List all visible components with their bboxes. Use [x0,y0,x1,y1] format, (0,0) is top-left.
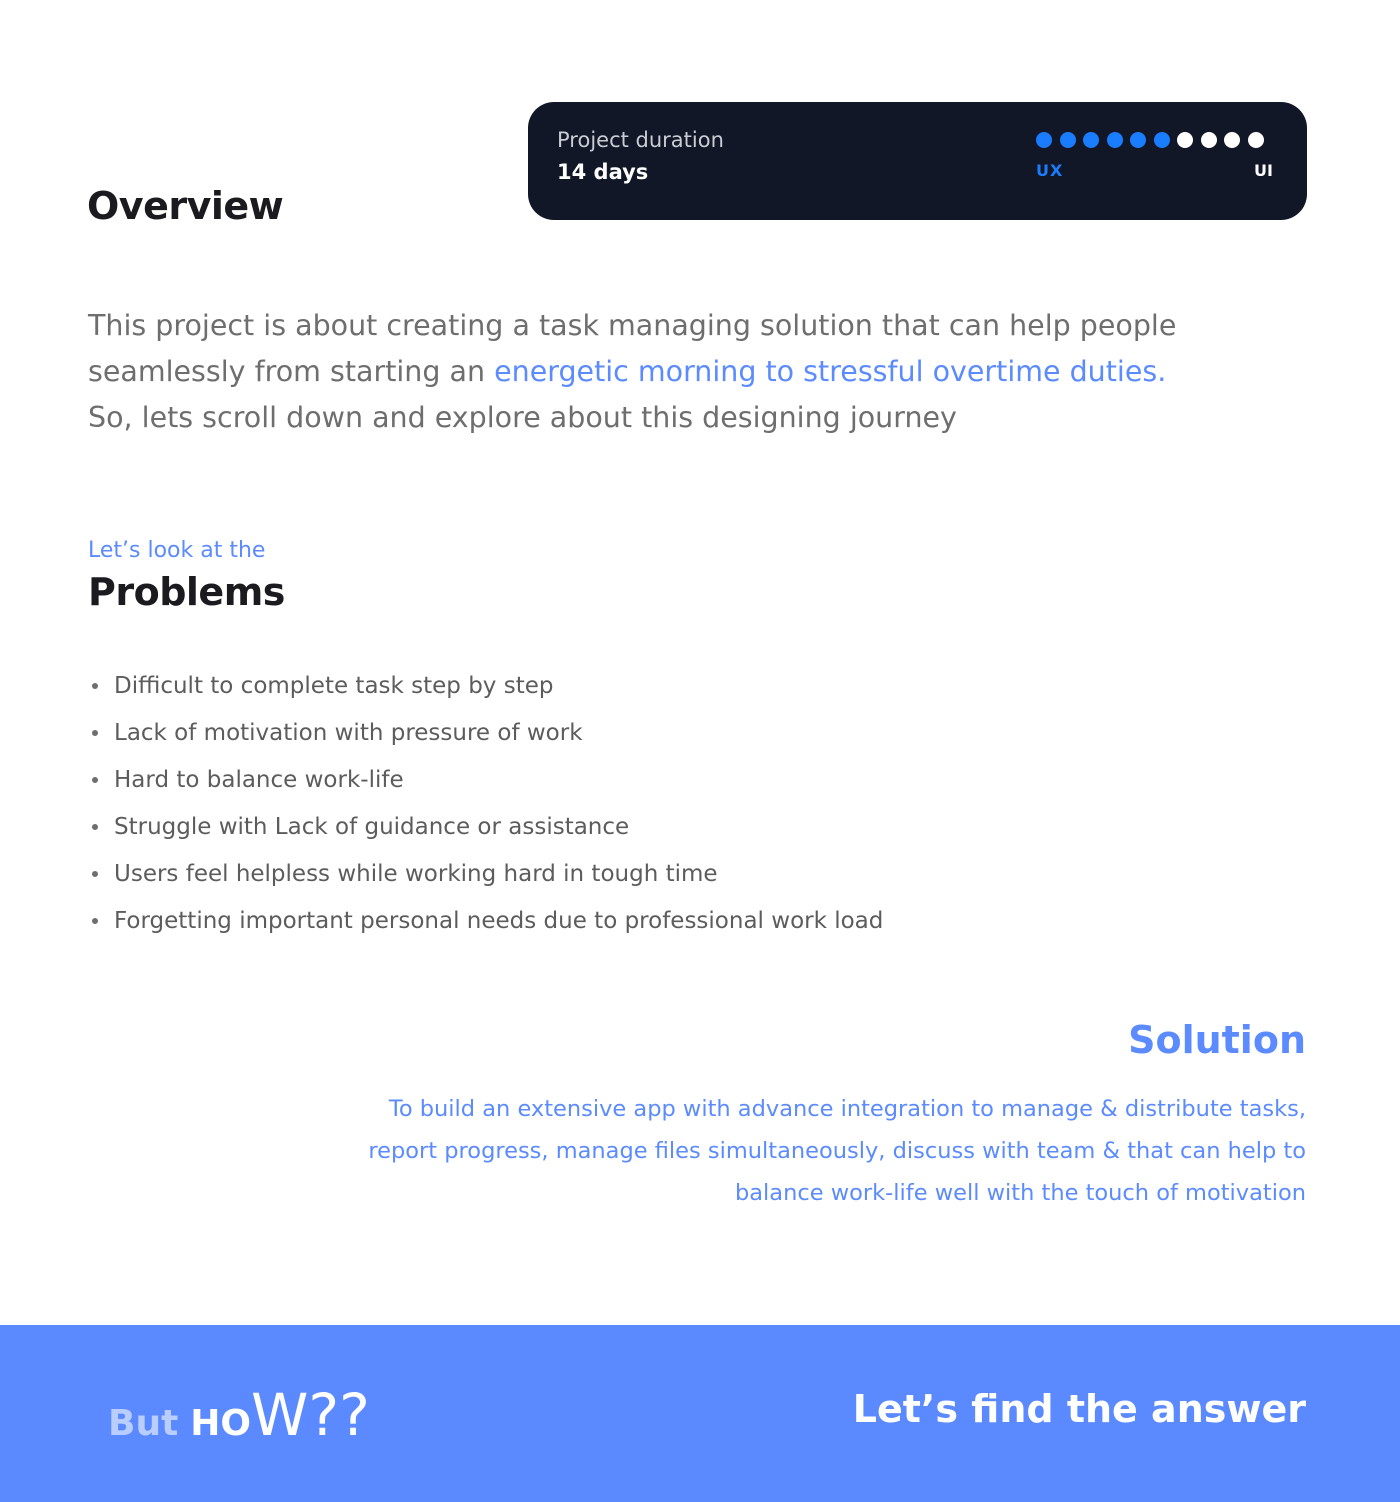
but-word: But [108,1403,179,1444]
ux-dot [1036,132,1052,148]
problems-kicker: Let’s look at the [88,538,266,563]
project-duration-value: 14 days [557,160,649,184]
ux-dot [1107,132,1123,148]
bullet-icon [92,824,98,830]
overview-intro [88,303,1308,441]
problem-text: Hard to balance work-life [114,766,404,793]
ui-dot [1224,132,1240,148]
bullet-icon [92,777,98,783]
project-duration-card [528,102,1307,220]
find-answer-text: Let’s find the answer [852,1387,1306,1431]
list-item [92,756,883,803]
solution-text: To build an extensive app with advance integration to manage & distribute tasks, report progress, manage files simultaneously, discuss with team & that can help to balance work-life well with the touch of motivation [368,1096,1306,1206]
bullet-icon [92,871,98,877]
overview-title: Overview [87,184,284,228]
intro-text-2: So, lets scroll down and explore about this designing journey [88,401,957,434]
bullet-icon [92,683,98,689]
but-how-heading [108,1381,370,1449]
ux-dot [1060,132,1076,148]
problem-text: Struggle with Lack of guidance or assistance [114,813,630,840]
ux-ui-scale [1036,132,1264,148]
problems-list [92,662,883,944]
bullet-icon [92,730,98,736]
intro-highlight: energetic morning to stressful overtime duties. [494,355,1167,388]
problem-text: Difficult to complete task step by step [114,672,554,699]
scale-ui-label: UI [1254,161,1273,180]
list-item [92,803,883,850]
intro-text-1: This project is about creating a task managing solution that can help people seamlessly from starting an [88,309,1177,388]
problem-text: Lack of motivation with pressure of work [114,719,583,746]
project-duration-label: Project duration [557,128,724,152]
footer-banner [0,1325,1400,1502]
ux-dot [1130,132,1146,148]
solution-title: Solution [1128,1018,1306,1062]
list-item [92,709,883,756]
ui-dot [1201,132,1217,148]
problem-text: Users feel helpless while working hard in tough time [114,860,718,887]
ui-dot [1177,132,1193,148]
problems-title: Problems [88,570,285,614]
bullet-icon [92,918,98,924]
ho-word: HO [190,1403,252,1444]
ux-dot [1083,132,1099,148]
ux-dot [1154,132,1170,148]
scale-ux-label: UX [1036,161,1064,180]
ui-dot [1248,132,1264,148]
w-questions: W?? [251,1381,370,1449]
list-item [92,897,883,944]
list-item [92,850,883,897]
list-item [92,662,883,709]
problem-text: Forgetting important personal needs due to professional work load [114,907,884,934]
